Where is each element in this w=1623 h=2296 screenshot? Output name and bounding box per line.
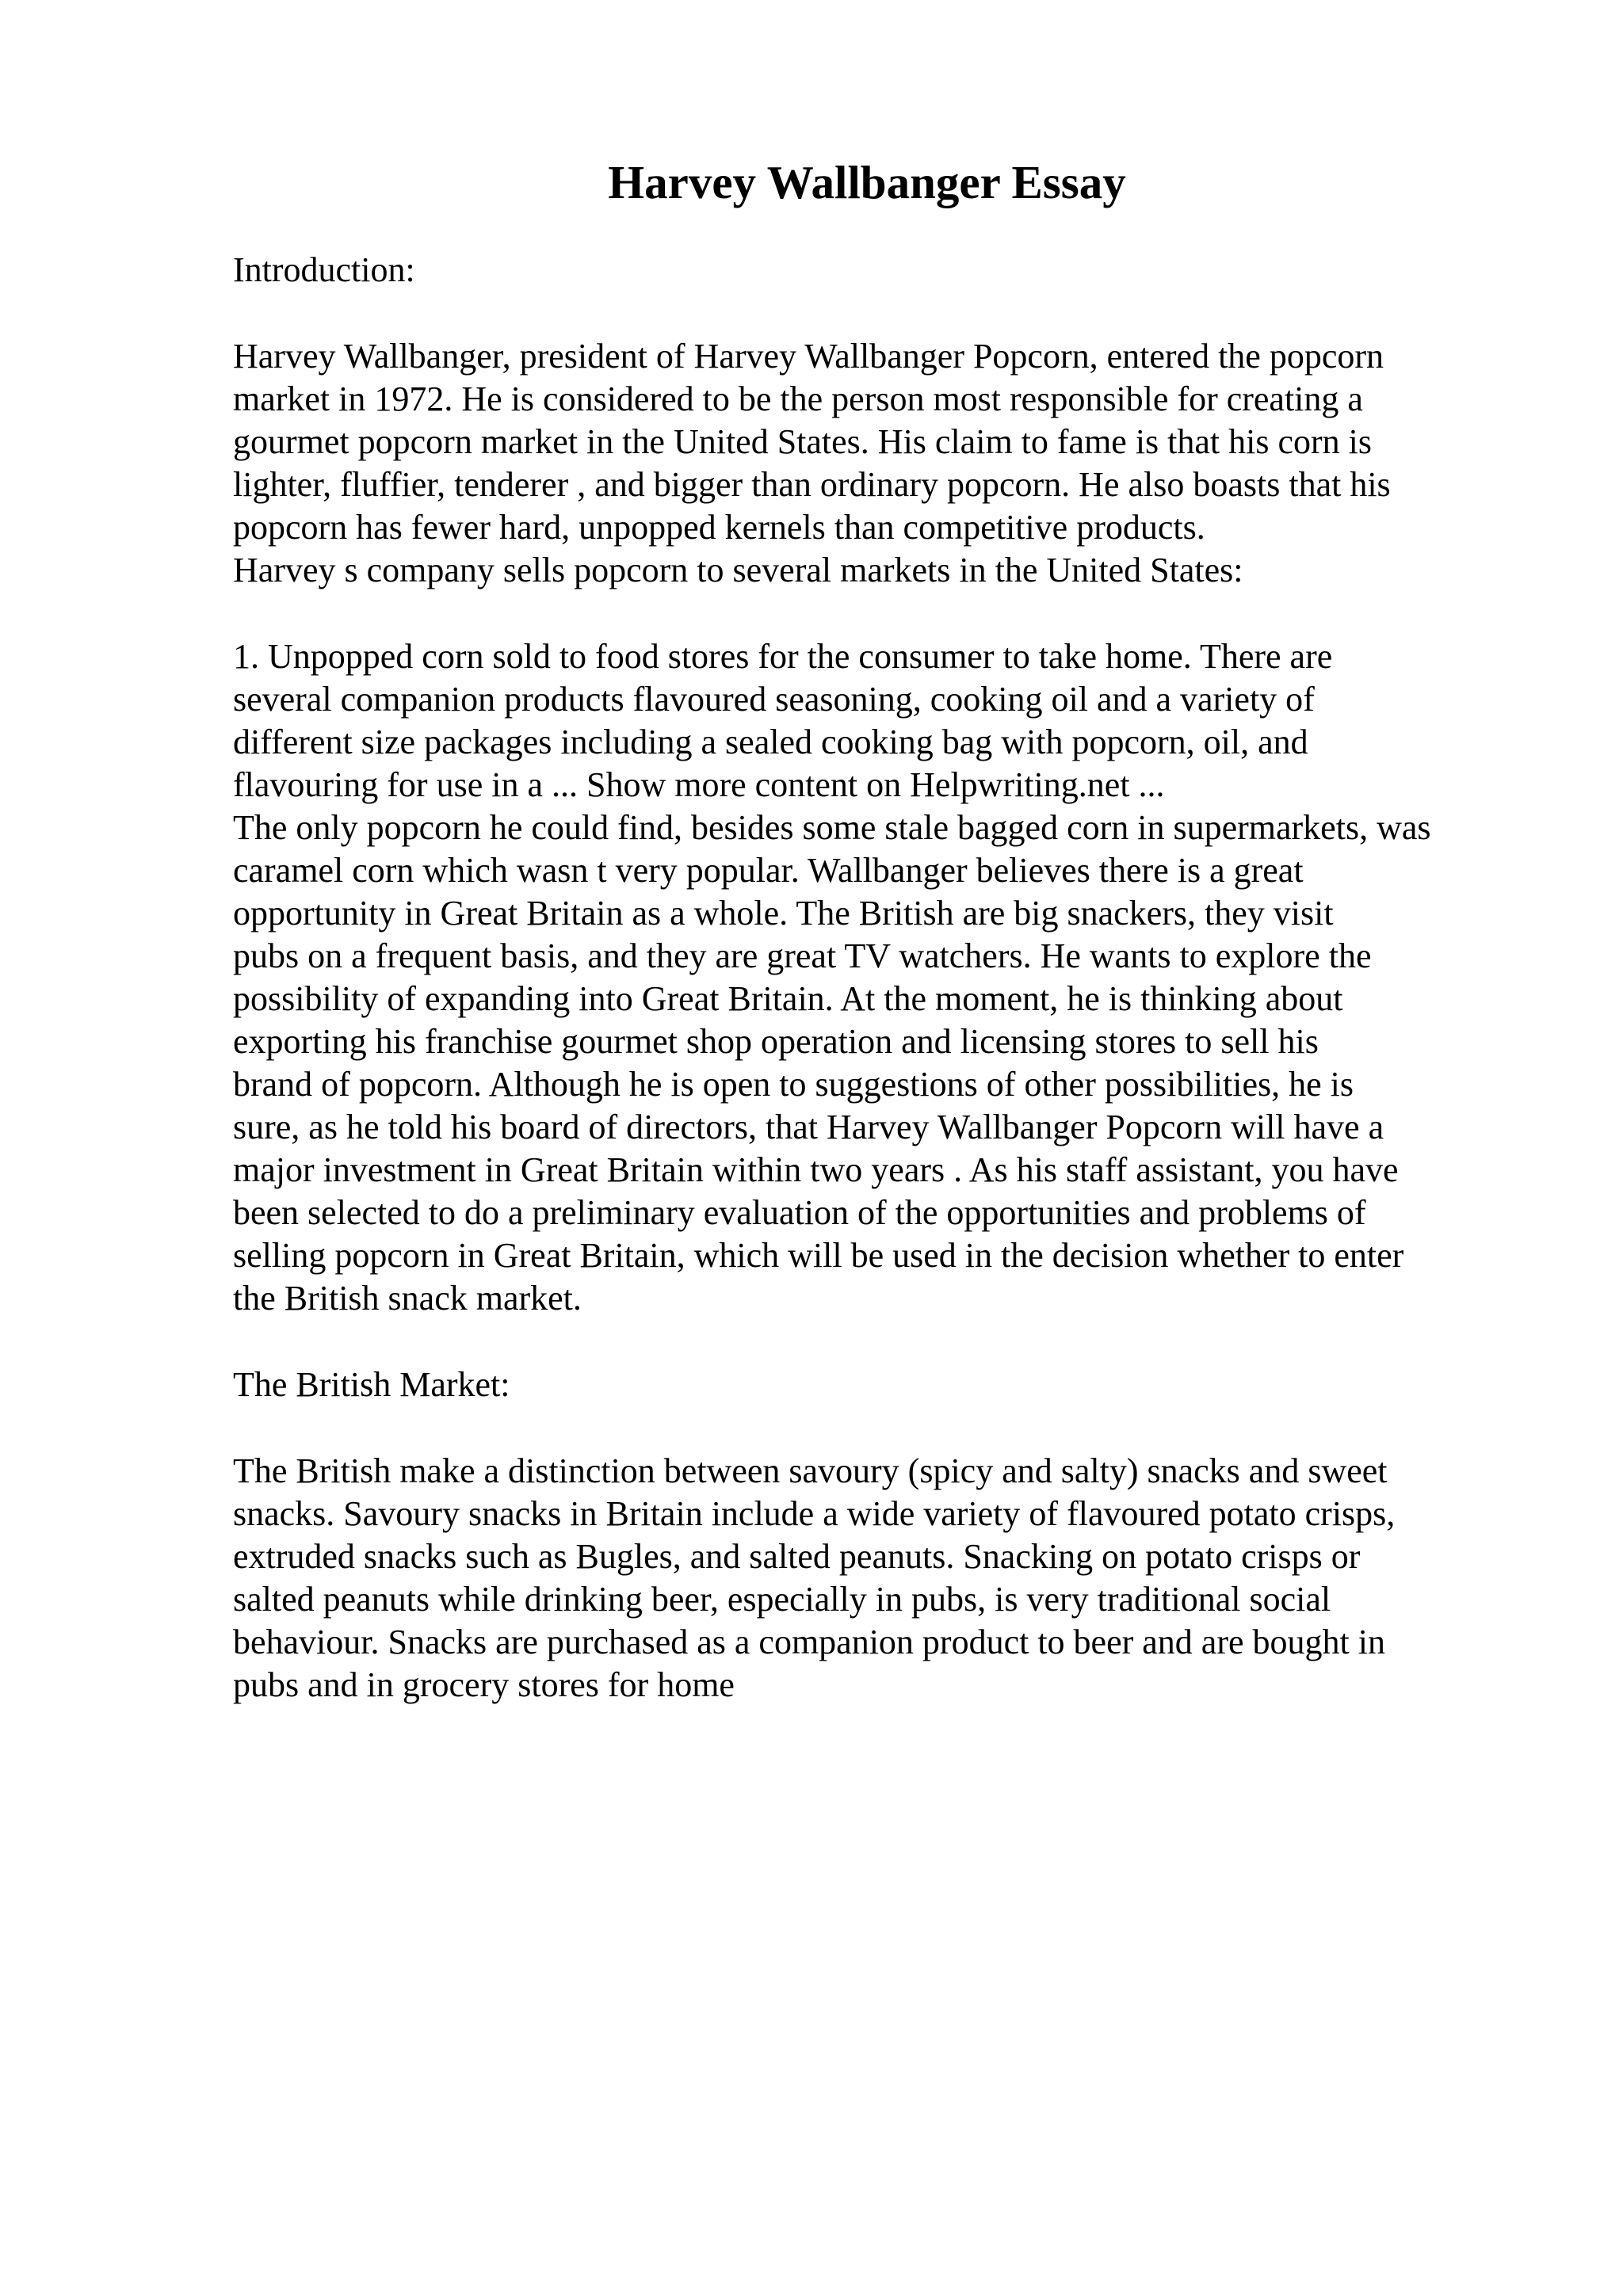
body-line: Harvey Wallbanger, president of Harvey Wallbanger Popcorn, entered the popcorn xyxy=(233,337,1384,376)
body-line: major investment in Great Britain within two years . As his staff assistant, you have xyxy=(233,1150,1399,1189)
body-line: behaviour. Snacks are purchased as a companion product to beer and are bought in xyxy=(233,1623,1385,1661)
body-line: extruded snacks such as Bugles, and salted peanuts. Snacking on potato crisps or xyxy=(233,1537,1361,1576)
list-item-line: flavouring for use in a ... Show more content on Helpwriting.net ... xyxy=(233,765,1165,804)
body-line: salted peanuts while drinking beer, especially in pubs, is very traditional social xyxy=(233,1580,1331,1619)
list-item-line: several companion products flavoured seasoning, cooking oil and a variety of xyxy=(233,680,1315,719)
body-line: The British make a distinction between savoury (spicy and salty) snacks and sweet xyxy=(233,1451,1388,1490)
section-heading-british-market: The British Market: xyxy=(233,1365,510,1404)
body-line: selling popcorn in Great Britain, which will be used in the decision whether to enter xyxy=(233,1236,1404,1275)
body-line: snacks. Savoury snacks in Britain include a wide variety of flavoured potato crisps, xyxy=(233,1494,1396,1533)
body-line: lighter, fluffier, tenderer , and bigger than ordinary popcorn. He also boasts that his xyxy=(233,465,1391,504)
body-line: brand of popcorn. Although he is open to suggestions of other possibilities, he is xyxy=(233,1065,1354,1104)
body-line: exporting his franchise gourmet shop operation and licensing stores to sell his xyxy=(233,1022,1319,1061)
body-line: gourmet popcorn market in the United States. His claim to fame is that his corn is xyxy=(233,422,1373,461)
document-title: Harvey Wallbanger Essay xyxy=(608,156,1126,208)
body-line: possibility of expanding into Great Britain. At the moment, he is thinking about xyxy=(233,979,1343,1018)
body-line: the British snack market. xyxy=(233,1279,582,1318)
body-line: pubs and in grocery stores for home xyxy=(233,1665,735,1704)
section-heading-introduction: Introduction: xyxy=(233,250,415,289)
body-line: opportunity in Great Britain as a whole. The British are big snackers, they visit xyxy=(233,894,1334,933)
body-line: market in 1972. He is considered to be the person most responsible for creating a xyxy=(233,379,1363,418)
body-line: been selected to do a preliminary evaluation of the opportunities and problems of xyxy=(233,1193,1366,1232)
list-item-line: 1. Unpopped corn sold to food stores for the consumer to take home. There are xyxy=(233,637,1333,676)
body-line: caramel corn which wasn t very popular. Wallbanger believes there is a great xyxy=(233,851,1304,890)
body-line: pubs on a frequent basis, and they are great TV watchers. He wants to explore the xyxy=(233,936,1372,975)
body-line: Harvey s company sells popcorn to several markets in the United States: xyxy=(233,551,1243,589)
body-line: popcorn has fewer hard, unpopped kernels than competitive products. xyxy=(233,508,1205,547)
body-line: sure, as he told his board of directors, that Harvey Wallbanger Popcorn will have a xyxy=(233,1108,1384,1146)
body-line: The only popcorn he could find, besides some stale bagged corn in supermarkets, was xyxy=(233,808,1431,847)
list-item-line: different size packages including a sealed cooking bag with popcorn, oil, and xyxy=(233,723,1308,761)
